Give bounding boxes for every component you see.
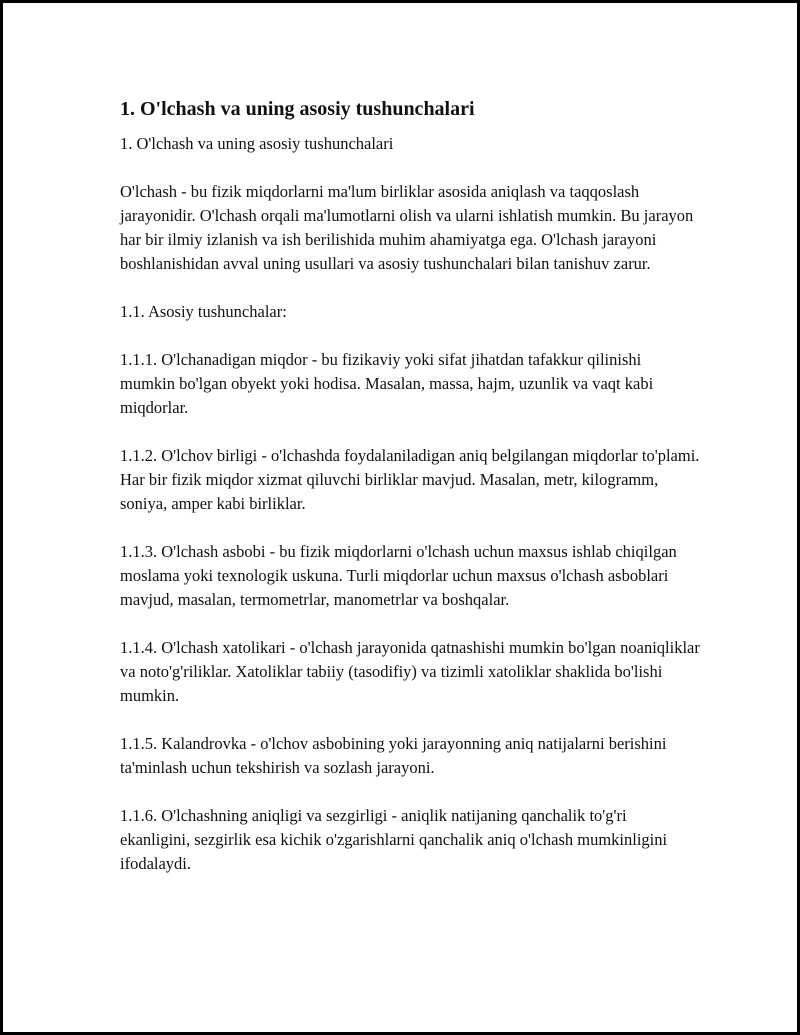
- definition-paragraph: 1.1.5. Kalandrovka - o'lchov asbobining yoki jarayonning aniq natijalarni berishini ta'minlash uchun tekshirish va sozlash jarayoni.: [120, 734, 667, 777]
- definition-paragraph: 1.1.1. O'lchanadigan miqdor - bu fizikaviy yoki sifat jihatdan tafakkur qilinishi mumkin bo'lgan obyekt yoki hodisa. Masalan, massa, hajm, uzunlik va vaqt kabi miqdorlar.: [120, 350, 654, 417]
- document-title: 1. O'lchash va uning asosiy tushunchalari: [120, 98, 475, 120]
- definition-paragraph: 1.1.6. O'lchashning aniqligi va sezgirligi - aniqlik natijaning qanchalik to'g'ri ekanligini, sezgirlik esa kichik o'zgarishlarni qanchalik aniq o'lchash mumkinligini ifodalaydi.: [120, 806, 668, 873]
- definition-paragraph: 1.1.4. O'lchash xatolikari - o'lchash jarayonida qatnashishi mumkin bo'lgan noaniqliklar va noto'g'riliklar. Xatoliklar tabiiy (tasodifiy) va tizimli xatoliklar shaklida bo'lishi mumkin.: [120, 638, 700, 705]
- section-heading: 1. O'lchash va uning asosiy tushunchalari: [120, 134, 394, 153]
- definition-paragraph: 1.1.3. O'lchash asbobi - bu fizik miqdorlarni o'lchash uchun maxsus ishlab chiqilgan moslama yoki texnologik uskuna. Turli miqdorlar uchun maxsus o'lchash asboblari mavjud, masalan, termometrlar, manometrlar va boshqalar.: [120, 542, 677, 609]
- intro-paragraph: O'lchash - bu fizik miqdorlarni ma'lum birliklar asosida aniqlash va taqqoslash jarayonidir. O'lchash orqali ma'lumotlarni olish va ularni ishlatish mumkin. Bu jarayon har bir ilmiy izlanish va ish berilishida muhim ahamiyatga ega. O'lchash jarayoni boshlanishidan avval uning usullari va asosiy tushunchalari bilan tanishuv zarur.: [120, 182, 694, 273]
- document-body: [120, 96, 700, 900]
- definition-paragraph: 1.1.2. O'lchov birligi - o'lchashda foydalaniladigan aniq belgilangan miqdorlar to'plami. Har bir fizik miqdor xizmat qiluvchi birliklar mavjud. Masalan, metr, kilogramm, soniya, amper kabi birliklar.: [120, 446, 700, 513]
- subsection-heading: 1.1. Asosiy tushunchalar:: [120, 302, 287, 321]
